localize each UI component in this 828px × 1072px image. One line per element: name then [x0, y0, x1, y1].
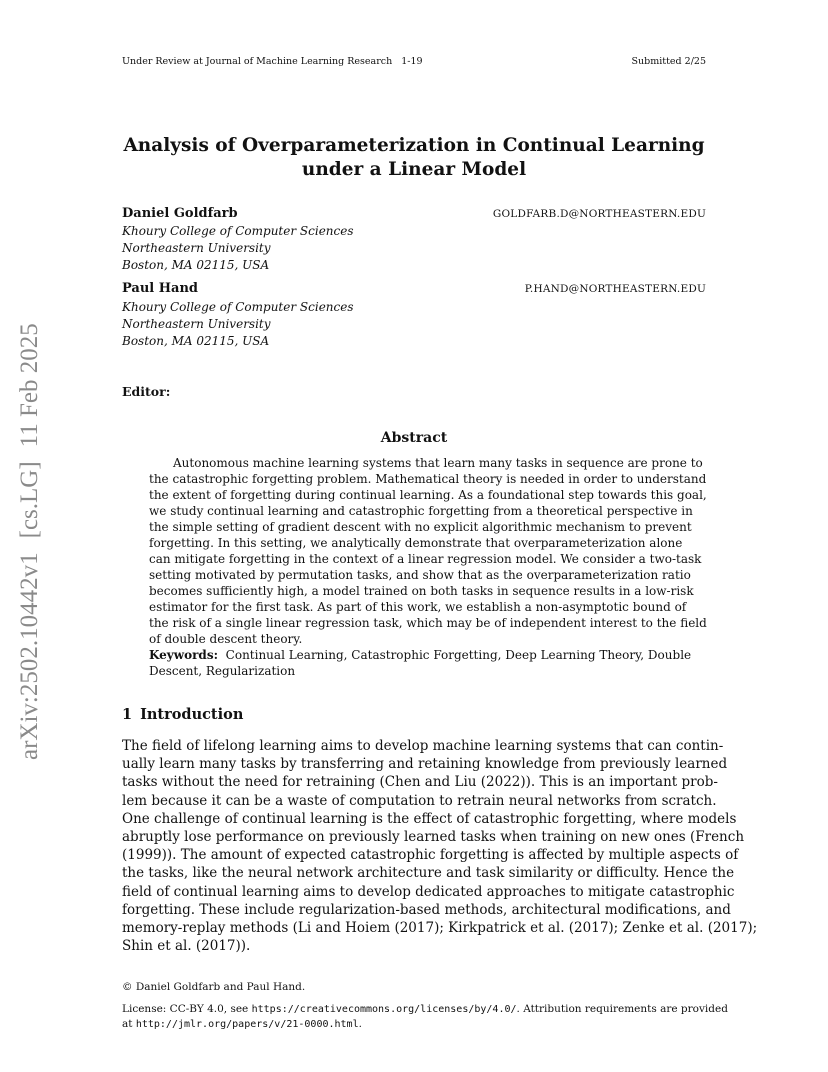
journal-name: Under Review at Journal of Machine Learning Research — [122, 56, 393, 67]
keywords-label: Keywords: — [149, 648, 219, 662]
abstract-body — [149, 455, 707, 679]
title-line-2: under a Linear Model — [301, 159, 527, 180]
section-heading — [122, 706, 243, 723]
abstract-heading: Abstract — [380, 430, 448, 446]
paragraph-line: lem because it can be a waste of computation to retrain neural networks from scratch. — [122, 792, 717, 809]
license-suffix: . Attribution requirements are provided — [516, 1003, 728, 1015]
paragraph-line: (1999)). The amount of expected catastrophic forgetting is affected by multiple aspects of — [122, 847, 739, 864]
abstract-line: the catastrophic forgetting problem. Mathematical theory is needed in order to understand — [149, 472, 707, 486]
abstract-line: forgetting. In this setting, we analytically demonstrate that overparameterization alone — [149, 536, 683, 550]
license-notice — [122, 1002, 728, 1032]
affiliation-line: Khoury College of Computer Sciences — [122, 224, 354, 238]
author-email: P.HAND@NORTHEASTERN.EDU — [524, 283, 706, 295]
title-line-1: Analysis of Overparameterization in Continual Learning — [123, 135, 705, 156]
abstract-line: the simple setting of gradient descent with no explicit algorithmic mechanism to prevent — [149, 520, 692, 534]
license-link[interactable]: https://creativecommons.org/licenses/by/4.0/ — [251, 1004, 517, 1015]
affiliation-line: Northeastern University — [122, 241, 271, 255]
paragraph-line: One challenge of continual learning is the effect of catastrophic forgetting, where models — [122, 810, 737, 827]
keywords-line — [149, 647, 692, 663]
papers-link[interactable]: http://jmlr.org/papers/v/21-0000.html — [135, 1019, 359, 1030]
abstract-line: estimator for the first task. As part of this work, we establish a non-asymptotic bound of — [149, 600, 687, 614]
abstract-line: the extent of forgetting during continual learning. As a foundational step towards this goal, — [149, 488, 707, 502]
paragraph-line: field of continual learning aims to develop dedicated approaches to mitigate catastrophic — [122, 883, 735, 900]
affiliation-line: Boston, MA 02115, USA — [122, 258, 270, 272]
paragraph-line: tasks without the need for retraining (Chen and Liu (2022)). This is an important prob- — [122, 774, 718, 791]
author-affiliation — [122, 299, 354, 350]
section-number: 1 — [122, 706, 133, 723]
keywords-text: Continual Learning, Catastrophic Forgetting, Deep Learning Theory, Double — [225, 648, 692, 662]
paragraph-line: ually learn many tasks by transferring and retaining knowledge from previously learned — [122, 756, 728, 773]
affiliation-line: Northeastern University — [122, 317, 271, 331]
section-title: Introduction — [140, 706, 244, 723]
license-line2-suffix: . — [358, 1018, 362, 1030]
editor-label: Editor: — [122, 384, 171, 399]
page-range: 1-19 — [401, 56, 423, 67]
paragraph-line: abruptly lose performance on previously learned tasks when training on new ones (French — [122, 829, 745, 846]
introduction-paragraph — [122, 737, 758, 955]
abstract-line: Autonomous machine learning systems that learn many tasks in sequence are prone to — [173, 456, 703, 470]
affiliation-line: Boston, MA 02115, USA — [122, 334, 270, 348]
arxiv-id: arXiv:2502.10442v1 — [16, 552, 43, 760]
paragraph-line: The field of lifelong learning aims to develop machine learning systems that can contin- — [122, 738, 724, 754]
arxiv-category: [cs.LG] — [16, 461, 43, 539]
arxiv-date: 11 Feb 2025 — [16, 323, 43, 448]
abstract-line: of double descent theory. — [149, 632, 303, 646]
paragraph-line: forgetting. These include regularization-based methods, architectural modifications, and — [122, 901, 731, 918]
author-name: Paul Hand — [122, 281, 199, 296]
author-email: GOLDFARB.D@NORTHEASTERN.EDU — [492, 208, 706, 220]
abstract-line: becomes sufficiently high, a model trained on both tasks in sequence results in a low-risk — [149, 584, 694, 598]
affiliation-line: Khoury College of Computer Sciences — [122, 300, 354, 314]
abstract-line: the risk of a single linear regression task, which may be of independent interest to the field — [149, 616, 707, 630]
submission-date: Submitted 2/25 — [631, 56, 706, 67]
paragraph-line: the tasks, like the neural network architecture and task similarity or difficulty. Hence the — [122, 865, 735, 882]
running-header — [122, 56, 423, 67]
abstract-line: can mitigate forgetting in the context of a linear regression model. We consider a two-task — [149, 552, 702, 566]
abstract-line: we study continual learning and catastrophic forgetting from a theoretical perspective in — [149, 504, 693, 518]
paragraph-line: memory-replay methods (Li and Hoiem (2017); Kirkpatrick et al. (2017); Zenke et al. (2017); — [122, 920, 758, 937]
author-affiliation — [122, 223, 354, 274]
paper-title — [122, 134, 706, 182]
copyright-notice: © Daniel Goldfarb and Paul Hand. — [122, 981, 306, 993]
keywords-line: Descent, Regularization — [149, 664, 296, 678]
author-name: Daniel Goldfarb — [122, 206, 238, 221]
paragraph-line: Shin et al. (2017)). — [122, 938, 251, 955]
abstract-line: setting motivated by permutation tasks, and show that as the overparameterization ratio — [149, 568, 691, 582]
license-line2-prefix: at — [122, 1018, 136, 1030]
arxiv-sidebar-stamp — [16, 280, 44, 760]
license-prefix: License: CC-BY 4.0, see — [122, 1003, 252, 1015]
